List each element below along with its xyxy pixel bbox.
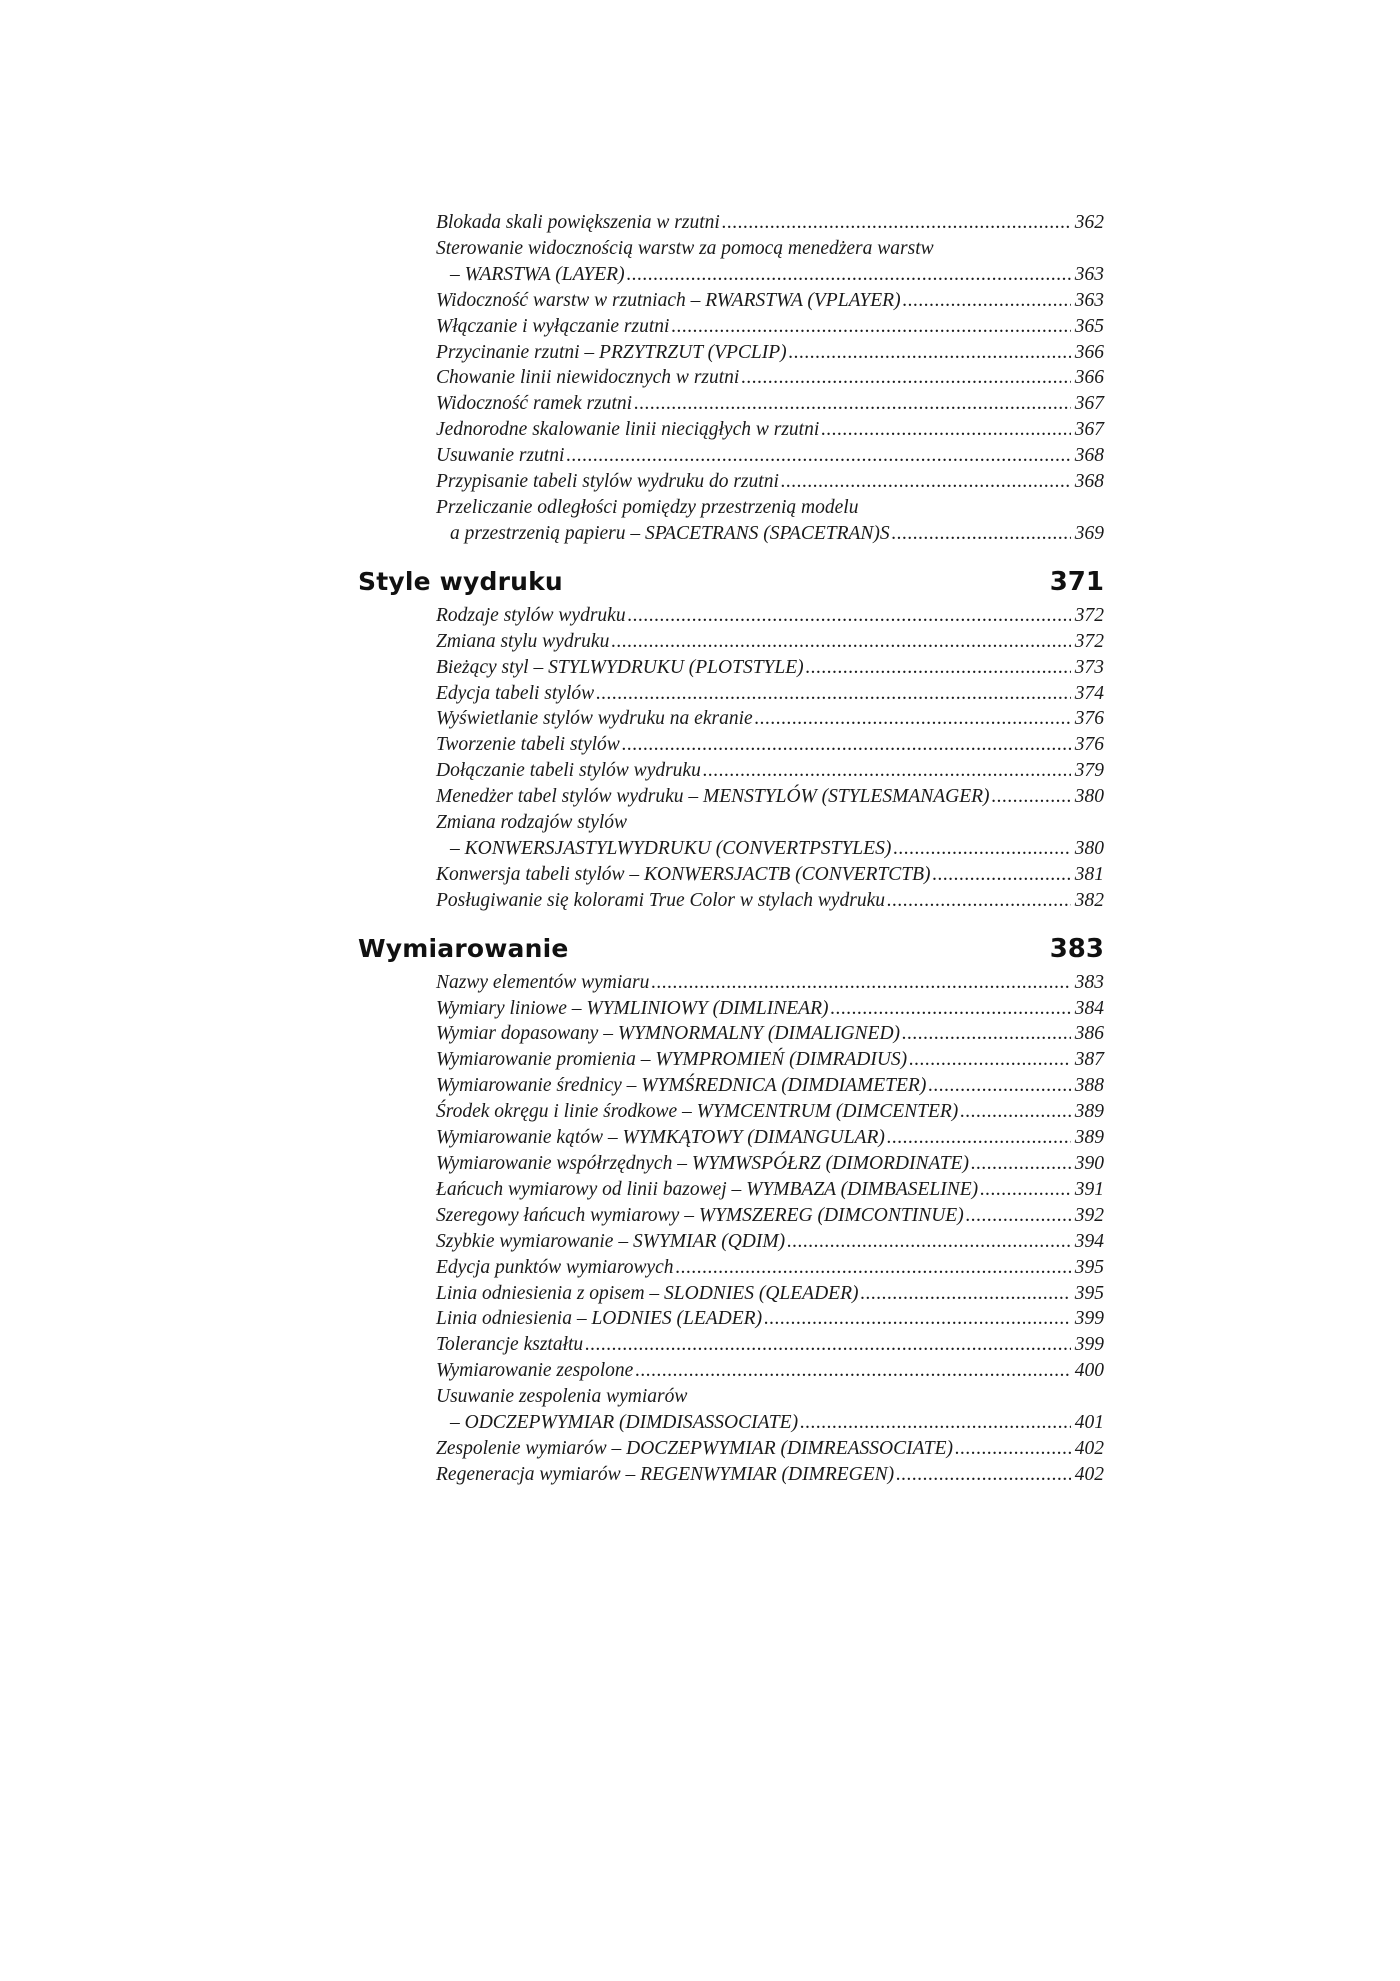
toc-entry-title: Wymiarowanie kątów – WYMKĄTOWY (DIMANGULAR) (436, 1127, 885, 1149)
toc-entry-page-number: 374 (1074, 682, 1104, 704)
toc-entry-page-number: 387 (1074, 1049, 1104, 1071)
dot-leader (887, 1125, 1071, 1151)
section-title: Wymiarowanie (358, 933, 569, 963)
toc-entry-title: Środek okręgu i linie środkowe – WYMCENTRUM (DIMCENTER) (436, 1101, 959, 1123)
toc-entry-title: Edycja punktów wymiarowych (436, 1256, 674, 1278)
toc-entry-page-number: 367 (1074, 419, 1104, 441)
toc-entry-title: Łańcuch wymiarowy od linii bazowej – WYMBAZA (DIMBASELINE) (436, 1178, 979, 1200)
toc-entry[interactable] (436, 1177, 1104, 1203)
toc-entry-title: Menedżer tabel stylów wydruku – MENSTYLÓW (STYLESMANAGER) (436, 786, 990, 808)
dot-leader (566, 443, 1070, 469)
toc-entry-page-number: 394 (1074, 1230, 1104, 1252)
toc-entry-page-number: 402 (1074, 1437, 1104, 1459)
toc-entry-title: – WARSTWA (LAYER) (450, 263, 625, 285)
dot-leader (909, 1047, 1071, 1073)
dot-leader (634, 391, 1071, 417)
dot-leader (971, 1151, 1071, 1177)
toc-entry-page-number: 366 (1074, 341, 1104, 363)
toc-section-viewports (0, 0, 1400, 547)
dot-leader (703, 758, 1071, 784)
toc-entry[interactable] (436, 888, 1104, 914)
toc-entries (436, 603, 1104, 914)
dot-leader (585, 1332, 1071, 1358)
toc-entry[interactable] (436, 862, 1104, 888)
toc-entry[interactable] (436, 1384, 1104, 1436)
dot-leader (628, 603, 1071, 629)
toc-entry-title: Posługiwanie się kolorami True Color w stylach wydruku (436, 889, 886, 911)
dot-leader (955, 1436, 1071, 1462)
toc-entry-title: – KONWERSJASTYLWYDRUKU (CONVERTPSTYLES) (450, 837, 892, 859)
toc-entry-title: Widoczność warstw w rzutniach – RWARSTWA (VPLAYER) (436, 289, 901, 311)
dot-leader (960, 1099, 1070, 1125)
toc-entry-page-number: 380 (1074, 837, 1104, 859)
toc-entry-page-number: 368 (1074, 471, 1104, 493)
section-page-number: 371 (1049, 566, 1104, 597)
toc-entry-page-number: 395 (1074, 1256, 1104, 1278)
toc-entry-title: Wymiarowanie zespolone (436, 1360, 634, 1382)
toc-entry[interactable] (436, 732, 1104, 758)
toc-entry-title-line: Sterowanie widocznością warstw za pomocą menedżera warstw (436, 237, 934, 259)
toc-entry[interactable] (436, 655, 1104, 681)
dot-leader (800, 1410, 1071, 1436)
toc-section-style-wydruku (0, 567, 1400, 914)
toc-entry-page-number: 382 (1074, 889, 1104, 911)
toc-entry-page-number: 365 (1074, 315, 1104, 337)
dot-leader (992, 784, 1071, 810)
toc-entry-page-number: 367 (1074, 393, 1104, 415)
toc-entry[interactable] (436, 706, 1104, 732)
toc-entry[interactable] (436, 1047, 1104, 1073)
toc-entry-title: Zespolenie wymiarów – DOCZEPWYMIAR (DIMREASSOCIATE) (436, 1437, 954, 1459)
toc-entry-page-number: 389 (1074, 1101, 1104, 1123)
toc-entry-title: Zmiana stylu wydruku (436, 630, 610, 652)
dot-leader (596, 681, 1071, 707)
toc-entry-title: Chowanie linii niewidocznych w rzutni (436, 367, 740, 389)
toc-entry-page-number: 366 (1074, 367, 1104, 389)
toc-entry-title: Widoczność ramek rzutni (436, 393, 633, 415)
toc-entries (436, 210, 1104, 547)
toc-entry[interactable] (436, 443, 1104, 469)
toc-entry-title: Bieżący styl – STYLWYDRUKU (PLOTSTYLE) (436, 656, 804, 678)
toc-entry-page-number: 363 (1074, 289, 1104, 311)
toc-entry[interactable] (436, 1332, 1104, 1358)
toc-entry-title: Tworzenie tabeli stylów (436, 734, 620, 756)
toc-entry-title: Przycinanie rzutni – PRZYTRZUT (VPCLIP) (436, 341, 787, 363)
toc-entry-page-number: 362 (1074, 212, 1104, 233)
toc-entry-title: Wymiarowanie średnicy – WYMŚREDNICA (DIMDIAMETER) (436, 1075, 927, 1097)
toc-entry-page-number: 376 (1074, 734, 1104, 756)
toc-entry[interactable] (436, 288, 1104, 314)
toc-entry-page-number: 390 (1074, 1153, 1104, 1174)
toc-entry-page-number: 372 (1074, 630, 1104, 652)
toc-entry-page-number: 395 (1074, 1282, 1104, 1304)
toc-entry[interactable] (436, 417, 1104, 443)
toc-entry-title: Linia odniesienia – LODNIES (LEADER) (436, 1308, 763, 1330)
dot-leader (635, 1358, 1070, 1384)
toc-entry-title: Regeneracja wymiarów – REGENWYMIAR (DIMREGEN) (436, 1463, 895, 1485)
dot-leader (902, 1021, 1071, 1047)
toc-entry[interactable] (436, 629, 1104, 655)
toc-entry[interactable] (436, 810, 1104, 862)
toc-entry[interactable] (436, 603, 1104, 629)
dot-leader (764, 1306, 1071, 1332)
dot-leader (893, 836, 1070, 862)
toc-entry-page-number: 381 (1074, 863, 1104, 885)
dot-leader (622, 732, 1071, 758)
toc-entry-page-number: 402 (1074, 1463, 1104, 1485)
dot-leader (821, 417, 1070, 443)
toc-entry-title-line: Przeliczanie odległości pomiędzy przestrzenią modelu (436, 496, 859, 518)
dot-leader (781, 469, 1071, 495)
dot-leader (933, 862, 1071, 888)
toc-entry-title: Wyświetlanie stylów wydruku na ekranie (436, 708, 753, 730)
toc-entry-title: Wymiarowanie promienia – WYMPROMIEŃ (DIMRADIUS) (436, 1049, 908, 1071)
toc-entry-title: Jednorodne skalowanie linii nieciągłych w rzutni (436, 419, 820, 441)
toc-entry[interactable] (436, 1021, 1104, 1047)
toc-entry-page-number: 384 (1074, 997, 1104, 1019)
toc-entries (436, 970, 1104, 1488)
toc-entry[interactable] (436, 1306, 1104, 1332)
dot-leader (806, 655, 1071, 681)
toc-entry-page-number: 388 (1074, 1075, 1104, 1097)
toc-entry-title: Wymiary liniowe – WYMLINIOWY (DIMLINEAR) (436, 997, 829, 1019)
toc-entry-title: Szybkie wymiarowanie – SWYMIAR (QDIM) (436, 1230, 786, 1252)
toc-entry-title: Blokada skali powiększenia w rzutni (436, 212, 720, 233)
toc-entry[interactable] (436, 1462, 1104, 1488)
section-heading[interactable] (358, 567, 1104, 597)
toc-entry-page-number: 372 (1074, 604, 1104, 626)
toc-entry-page-number: 392 (1074, 1204, 1104, 1226)
toc-entry-page-number: 373 (1074, 656, 1104, 678)
toc-entry[interactable] (436, 1151, 1104, 1177)
dot-leader (892, 521, 1071, 547)
dot-leader (741, 365, 1070, 391)
toc-entry[interactable] (436, 210, 1104, 236)
toc-entry[interactable] (436, 1436, 1104, 1462)
section-heading[interactable] (358, 934, 1104, 964)
section-page-number: 383 (1049, 933, 1104, 964)
dot-leader (755, 706, 1071, 732)
toc-entry-title: Dołączanie tabeli stylów wydruku (436, 760, 701, 782)
toc-entry-title: Konwersja tabeli stylów – KONWERSJACTB (CONVERTCTB) (436, 863, 931, 885)
toc-entry[interactable] (436, 1125, 1104, 1151)
toc-entry-page-number: 401 (1074, 1412, 1104, 1434)
toc-entry-title: Linia odniesienia z opisem – SLODNIES (QLEADER) (436, 1282, 859, 1304)
toc-entry[interactable] (436, 314, 1104, 340)
toc-entry-title: Tolerancje kształtu (436, 1334, 584, 1356)
toc-entry-title: Nazwy elementów wymiaru (436, 971, 650, 993)
toc-entry[interactable] (436, 495, 1104, 547)
toc-entry-title: Usuwanie rzutni (436, 445, 565, 467)
toc-entry-page-number: 368 (1074, 445, 1104, 467)
toc-entry-title: Przypisanie tabeli stylów wydruku do rzutni (436, 471, 779, 493)
toc-entry-page-number: 391 (1074, 1178, 1104, 1200)
toc-entry-title: Wymiarowanie współrzędnych – WYMWSPÓŁRZ (DIMORDINATE) (436, 1153, 969, 1174)
toc-entry-page-number: 400 (1074, 1360, 1104, 1382)
toc-entry[interactable] (436, 469, 1104, 495)
toc-entry[interactable] (436, 1229, 1104, 1255)
toc-entry-title: Włączanie i wyłączanie rzutni (436, 315, 670, 337)
toc-entry-page-number: 389 (1074, 1127, 1104, 1149)
dot-leader (651, 970, 1070, 996)
toc-entry-title: Rodzaje stylów wydruku (436, 604, 626, 626)
section-title: Style wydruku (358, 566, 563, 596)
toc-entry[interactable] (436, 1281, 1104, 1307)
dot-leader (831, 996, 1071, 1022)
toc-entry[interactable] (436, 996, 1104, 1022)
toc-entry[interactable] (436, 1358, 1104, 1384)
dot-leader (787, 1229, 1071, 1255)
toc-entry-title-line: Zmiana rodzajów stylów (436, 812, 628, 834)
toc-entry[interactable] (436, 784, 1104, 810)
dot-leader (627, 262, 1071, 288)
toc-entry[interactable] (436, 340, 1104, 366)
toc-entry-title: a przestrzenią papieru – SPACETRANS (SPACETRAN)S (450, 522, 890, 544)
toc-entry-page-number: 383 (1074, 971, 1104, 993)
dot-leader (896, 1462, 1071, 1488)
toc-entry-page-number: 363 (1074, 263, 1104, 285)
dot-leader (903, 288, 1071, 314)
toc-entry[interactable] (436, 236, 1104, 288)
toc-section-wymiarowanie (0, 934, 1400, 1488)
toc-entry-title-line: Usuwanie zespolenia wymiarów (436, 1386, 688, 1408)
toc-entry[interactable] (436, 1203, 1104, 1229)
dot-leader (722, 210, 1071, 236)
toc-entry-page-number: 399 (1074, 1308, 1104, 1330)
dot-leader (789, 340, 1071, 366)
dot-leader (611, 629, 1070, 655)
toc-entry-title: Szeregowy łańcuch wymiarowy – WYMSZEREG (DIMCONTINUE) (436, 1204, 964, 1226)
dot-leader (980, 1177, 1071, 1203)
toc-entry-page-number: 369 (1074, 522, 1104, 544)
toc-entry-page-number: 376 (1074, 708, 1104, 730)
toc-entry-page-number: 386 (1074, 1023, 1104, 1045)
toc-entry[interactable] (436, 1099, 1104, 1125)
toc-entry[interactable] (436, 681, 1104, 707)
toc-entry-title: Edycja tabeli stylów (436, 682, 595, 704)
toc-entry-title: Wymiar dopasowany – WYMNORMALNY (DIMALIGNED) (436, 1023, 901, 1045)
dot-leader (860, 1281, 1070, 1307)
dot-leader (966, 1203, 1071, 1229)
toc-entry-page-number: 379 (1074, 760, 1104, 782)
dot-leader (676, 1255, 1071, 1281)
dot-leader (887, 888, 1071, 914)
toc-entry[interactable] (436, 365, 1104, 391)
toc-entry[interactable] (436, 1255, 1104, 1281)
toc-entry-title: – ODCZEPWYMIAR (DIMDISASSOCIATE) (450, 1412, 799, 1434)
toc-entry[interactable] (436, 758, 1104, 784)
toc-entry[interactable] (436, 1073, 1104, 1099)
toc-entry[interactable] (436, 970, 1104, 996)
toc-entry-page-number: 380 (1074, 786, 1104, 808)
toc-entry-page-number: 399 (1074, 1334, 1104, 1356)
toc-entry[interactable] (436, 391, 1104, 417)
dot-leader (928, 1073, 1070, 1099)
dot-leader (671, 314, 1070, 340)
